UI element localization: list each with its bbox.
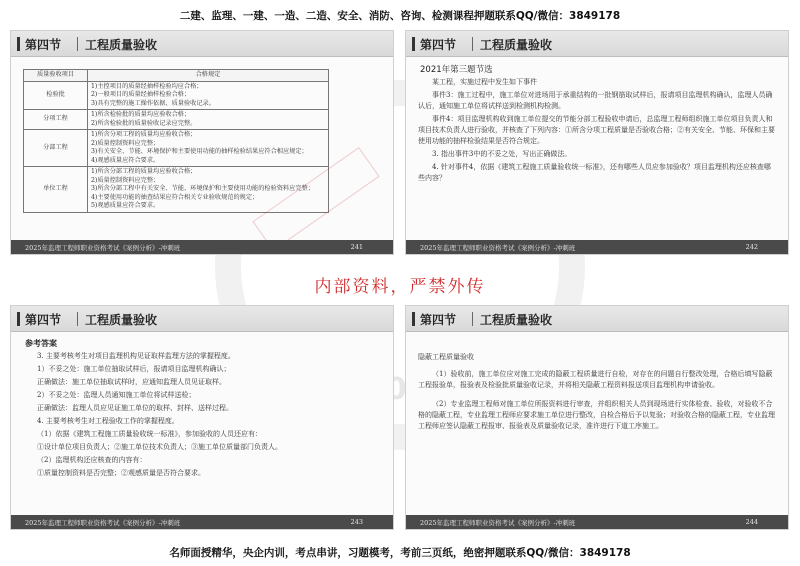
slide-footer <box>406 240 788 254</box>
header-bar <box>412 312 415 326</box>
header-divider <box>472 312 473 326</box>
slide-244 <box>405 305 789 530</box>
acceptance-item: 单位工程 <box>24 167 88 213</box>
paragraph: 事件4：项目监理机构收到施工单位提交的节能分部工程验收申请后，总监理工程师组织施工单位项目负责人和项目技术负责人进行验收，并核查了下列内容：①所含分项工程质量是否验收合格；②有关安全、节能、环保和主要使用功能的抽样检验结果是否符合规定。 <box>418 115 775 145</box>
answer-line: 4. 主要考核考生对工程验收工作的掌握程度。 <box>37 417 179 425</box>
section-label: 第四节 <box>25 313 62 327</box>
paragraph: （1）验收前，施工单位应对施工完成的隐蔽工程质量进行自检，对存在的问题自行整改处理，合格后填写隐蔽工程报验单，报验表及检验批质量验收记录，并将相关隐蔽工程资料报送项目监理机构申请验收。 <box>418 370 773 389</box>
footer-text: 2025年监理工程师职业资格考试《案例分析》-冲刺班 <box>25 519 181 527</box>
quality-acceptance-table <box>23 69 329 213</box>
page-number: 242 <box>745 243 758 251</box>
page-number: 244 <box>745 518 758 526</box>
slide-header <box>11 31 393 57</box>
subtitle: 隐蔽工程质量验收 <box>418 353 474 361</box>
rule-line: 2)一般项目的质量经抽样检验合格； <box>91 91 191 98</box>
header-divider <box>472 37 473 51</box>
section-label: 第四节 <box>420 313 457 327</box>
paragraph: （2）专业监理工程师对施工单位所报资料进行审查，并组织相关人员到现场进行实体检查、验收，对验收不合格的隐蔽工程，专业监理工程师应要求施工单位进行整改，自检合格后予以复验；对验收合格的隐蔽工程，专业监理工程师应签认隐蔽工程报审、报验表及质量验收记录，准许进行下道工序施工。 <box>418 400 775 430</box>
table-row <box>24 130 329 167</box>
acceptance-rules <box>88 81 329 110</box>
page-number: 243 <box>350 518 363 526</box>
section-title: 工程质量验收 <box>85 313 158 327</box>
rule-line: 2)质量控制资料应完整； <box>91 139 160 147</box>
rule-line: 2)所含检验批的质量验收记录应完整。 <box>91 119 197 127</box>
rule-line: 1)所含分项工程的质量均应验收合格； <box>91 131 197 138</box>
header-bar <box>412 37 415 51</box>
rule-line: 3)具有完整的施工操作依据、质量验收记录。 <box>91 99 215 107</box>
footer-text: 2025年监理工程师职业资格考试《案例分析》-冲刺班 <box>25 244 181 252</box>
paragraph: 4. 针对事件4，依据《建筑工程施工质量验收统一标准》，还有哪些人员应参加验收？项目监理机构还应核查哪些内容？ <box>418 163 771 182</box>
header-bar <box>17 312 20 326</box>
page-number: 241 <box>350 243 363 251</box>
exam-year-title: 2021年第三题节选 <box>420 65 493 75</box>
rule-line: 4)观感质量应符合要求。 <box>91 156 160 164</box>
top-banner: 二建、监理、一建、一造、二造、安全、消防、咨询、检测课程押题联系QQ/微信：3849178 <box>179 10 621 22</box>
answer-line: 正确做法：监理人员应见证施工单位的取样、封样、送样过程。 <box>37 404 233 412</box>
slide-header <box>406 31 788 57</box>
footer-text: 2025年监理工程师职业资格考试《案例分析》-冲刺班 <box>420 519 576 527</box>
header-divider <box>77 37 78 51</box>
bottom-banner: 名师面授精华，央企内训，考点串讲，习题模考，考前三页纸，绝密押题联系QQ/微信：3849178 <box>169 547 631 559</box>
answer-text <box>23 351 381 511</box>
hidden-works-text <box>418 352 776 511</box>
rule-line: 5)观感质量应符合要求。 <box>91 202 160 209</box>
acceptance-item: 分部工程 <box>24 130 88 167</box>
acceptance-rules <box>88 130 329 167</box>
section-label: 第四节 <box>25 38 62 52</box>
answer-line: ①设计单位项目负责人；②施工单位技术负责人；③施工单位质量部门负责人。 <box>37 443 282 451</box>
table-row <box>24 110 329 130</box>
answer-line: （2）监理机构还应核查的内容有： <box>37 456 147 464</box>
table-header: 合格规定 <box>88 70 329 82</box>
acceptance-rules <box>88 110 329 130</box>
section-label: 第四节 <box>420 38 457 52</box>
slide-header <box>406 306 788 332</box>
answer-line: （1）依据《建筑工程施工质量验收统一标准》，参加验收的人员还应有： <box>37 430 262 438</box>
header-divider <box>77 312 78 326</box>
paragraph: 事件3：施工过程中，施工单位对进场用于承重结构的一批钢筋取试样后，报请项目监理机构确认，监理人员确认后，通知施工单位将试样送到检测机构检测。 <box>418 91 773 110</box>
slide-243 <box>10 305 394 530</box>
internal-notice: 内部资料，严禁外传 <box>314 277 486 297</box>
table-row <box>24 81 329 110</box>
answer-line: 2）不妥之处：监理人员通知施工单位将试样送检； <box>37 391 196 399</box>
paragraph: 3. 指出事件3中的不妥之处，写出正确做法。 <box>432 150 572 158</box>
table-header: 质量验收项目 <box>24 70 88 82</box>
footer-text: 2025年监理工程师职业资格考试《案例分析》-冲刺班 <box>420 244 576 252</box>
section-title: 工程质量验收 <box>480 38 553 52</box>
slide-footer <box>406 515 788 529</box>
header-bar <box>17 37 20 51</box>
answer-line: 1）不妥之处：施工单位抽取试样后，报请项目监理机构确认； <box>37 365 231 373</box>
slide-footer <box>11 515 393 529</box>
slide-header <box>11 306 393 332</box>
rule-line: 3)所含分部工程中有关安全、节能、环境保护和主要使用功能的检验资料应完整； <box>91 185 314 192</box>
acceptance-item: 分项工程 <box>24 110 88 130</box>
rule-line: 1)所含分部工程的质量均应验收合格； <box>91 168 197 175</box>
acceptance-item: 检验批 <box>24 81 88 110</box>
answer-line: 正确做法：施工单位抽取试样时，应通知监理人员见证取样。 <box>37 378 226 386</box>
answer-line: 3. 主要考核考生对项目监理机构见证取样监理方法的掌握程度。 <box>37 352 235 360</box>
reference-answer-title: 参考答案 <box>25 339 57 348</box>
slide-242 <box>405 30 789 255</box>
rule-line: 4)主要使用功能的抽查结果应符合相关专业验收规范的规定； <box>91 193 259 201</box>
answer-line: ①质量控制资料是否完整；②观感质量是否符合要求。 <box>37 469 205 477</box>
rule-line: 3)有关安全、节能、环境保护和主要使用功能的抽样检验结果应符合相应规定； <box>91 148 308 155</box>
section-title: 工程质量验收 <box>480 313 553 327</box>
rule-line: 1)所含检验批的质量均应验收合格； <box>91 111 191 118</box>
rule-line: 1)主控项目的质量经抽样检验均应合格； <box>91 82 203 90</box>
section-title: 工程质量验收 <box>85 38 158 52</box>
question-text <box>418 77 776 236</box>
slide-241 <box>10 30 394 255</box>
paragraph: 某工程，实施过程中发生如下事件 <box>432 78 537 86</box>
rule-line: 2)质量控制资料应完整； <box>91 176 160 184</box>
slide-footer <box>11 240 393 254</box>
